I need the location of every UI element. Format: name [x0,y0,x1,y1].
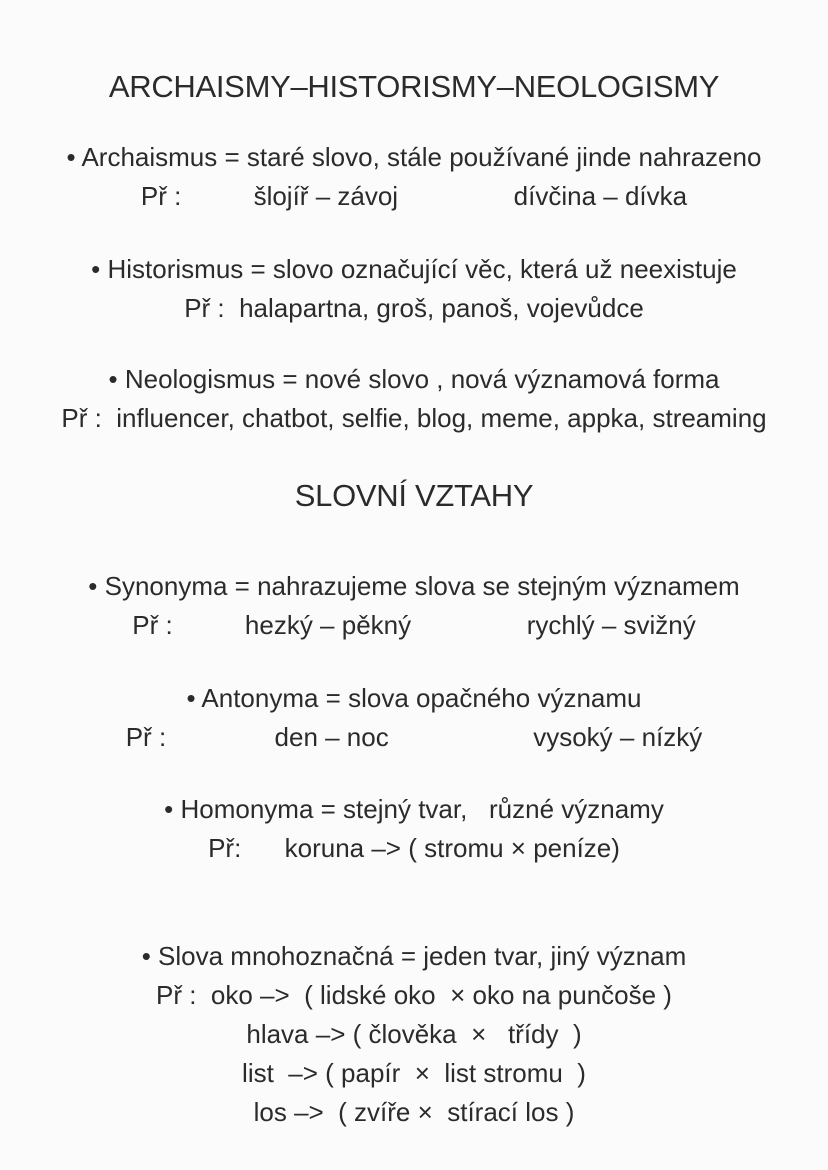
definition-line-antonyma: • Antonyma = slova opačného významu [186,683,642,713]
example-line-synonyma: Př : hezký – pěkný rychlý – svižný [132,610,696,640]
note-group-homonyma [0,790,828,868]
note-group-antonyma [0,679,828,757]
example-line-hlava: hlava –> ( člověka × třídy ) [246,1019,582,1049]
section-heading-archaismy: ARCHAISMY–HISTORISMY–NEOLOGISMY [108,69,720,104]
section-slovni-vztahy [0,476,828,1132]
note-group-neologismus [0,360,828,438]
definition-line-slova-mnohoznacna: • Slova mnohoznačná = jeden tvar, jiný význam [141,941,687,971]
definition-line-neologismus: • Neologismus = nové slovo , nová významová forma [108,364,720,394]
example-line-archaismus: Př : šlojíř – závoj dívčina – dívka [140,181,688,211]
note-group-synonyma [0,567,828,645]
section-archaismy [0,67,828,438]
section-heading-slovni-vztahy: SLOVNÍ VZTAHY [294,478,534,513]
example-line-historismus: Př : halapartna, groš, panoš, vojevůdce [184,293,644,323]
example-line-los: los –> ( zvíře × stírací los ) [253,1097,575,1127]
note-group-historismus [0,250,828,328]
example-line-list: list –> ( papír × list stromu ) [242,1058,586,1088]
definition-line-homonyma: • Homonyma = stejný tvar, různé významy [164,794,664,824]
example-line-antonyma: Př : den – noc vysoký – nízký [125,722,703,752]
definition-line-archaismus: • Archaismus = staré slovo, stále používané jinde nahrazeno [66,142,762,172]
definition-line-synonyma: • Synonyma = nahrazujeme slova se stejným významem [88,571,740,601]
note-group-archaismus [0,138,828,216]
note-group-slova-mnohoznacna [0,937,828,1132]
example-line-neologismus: Př : influencer, chatbot, selfie, blog, meme, appka, streaming [61,403,767,433]
example-line-homonyma: Př: koruna –> ( stromu × peníze) [208,833,620,863]
definition-line-historismus: • Historismus = slovo označující věc, která už neexistuje [91,254,737,284]
example-line-oko: Př : oko –> ( lidské oko × oko na punčoše ) [156,980,672,1010]
